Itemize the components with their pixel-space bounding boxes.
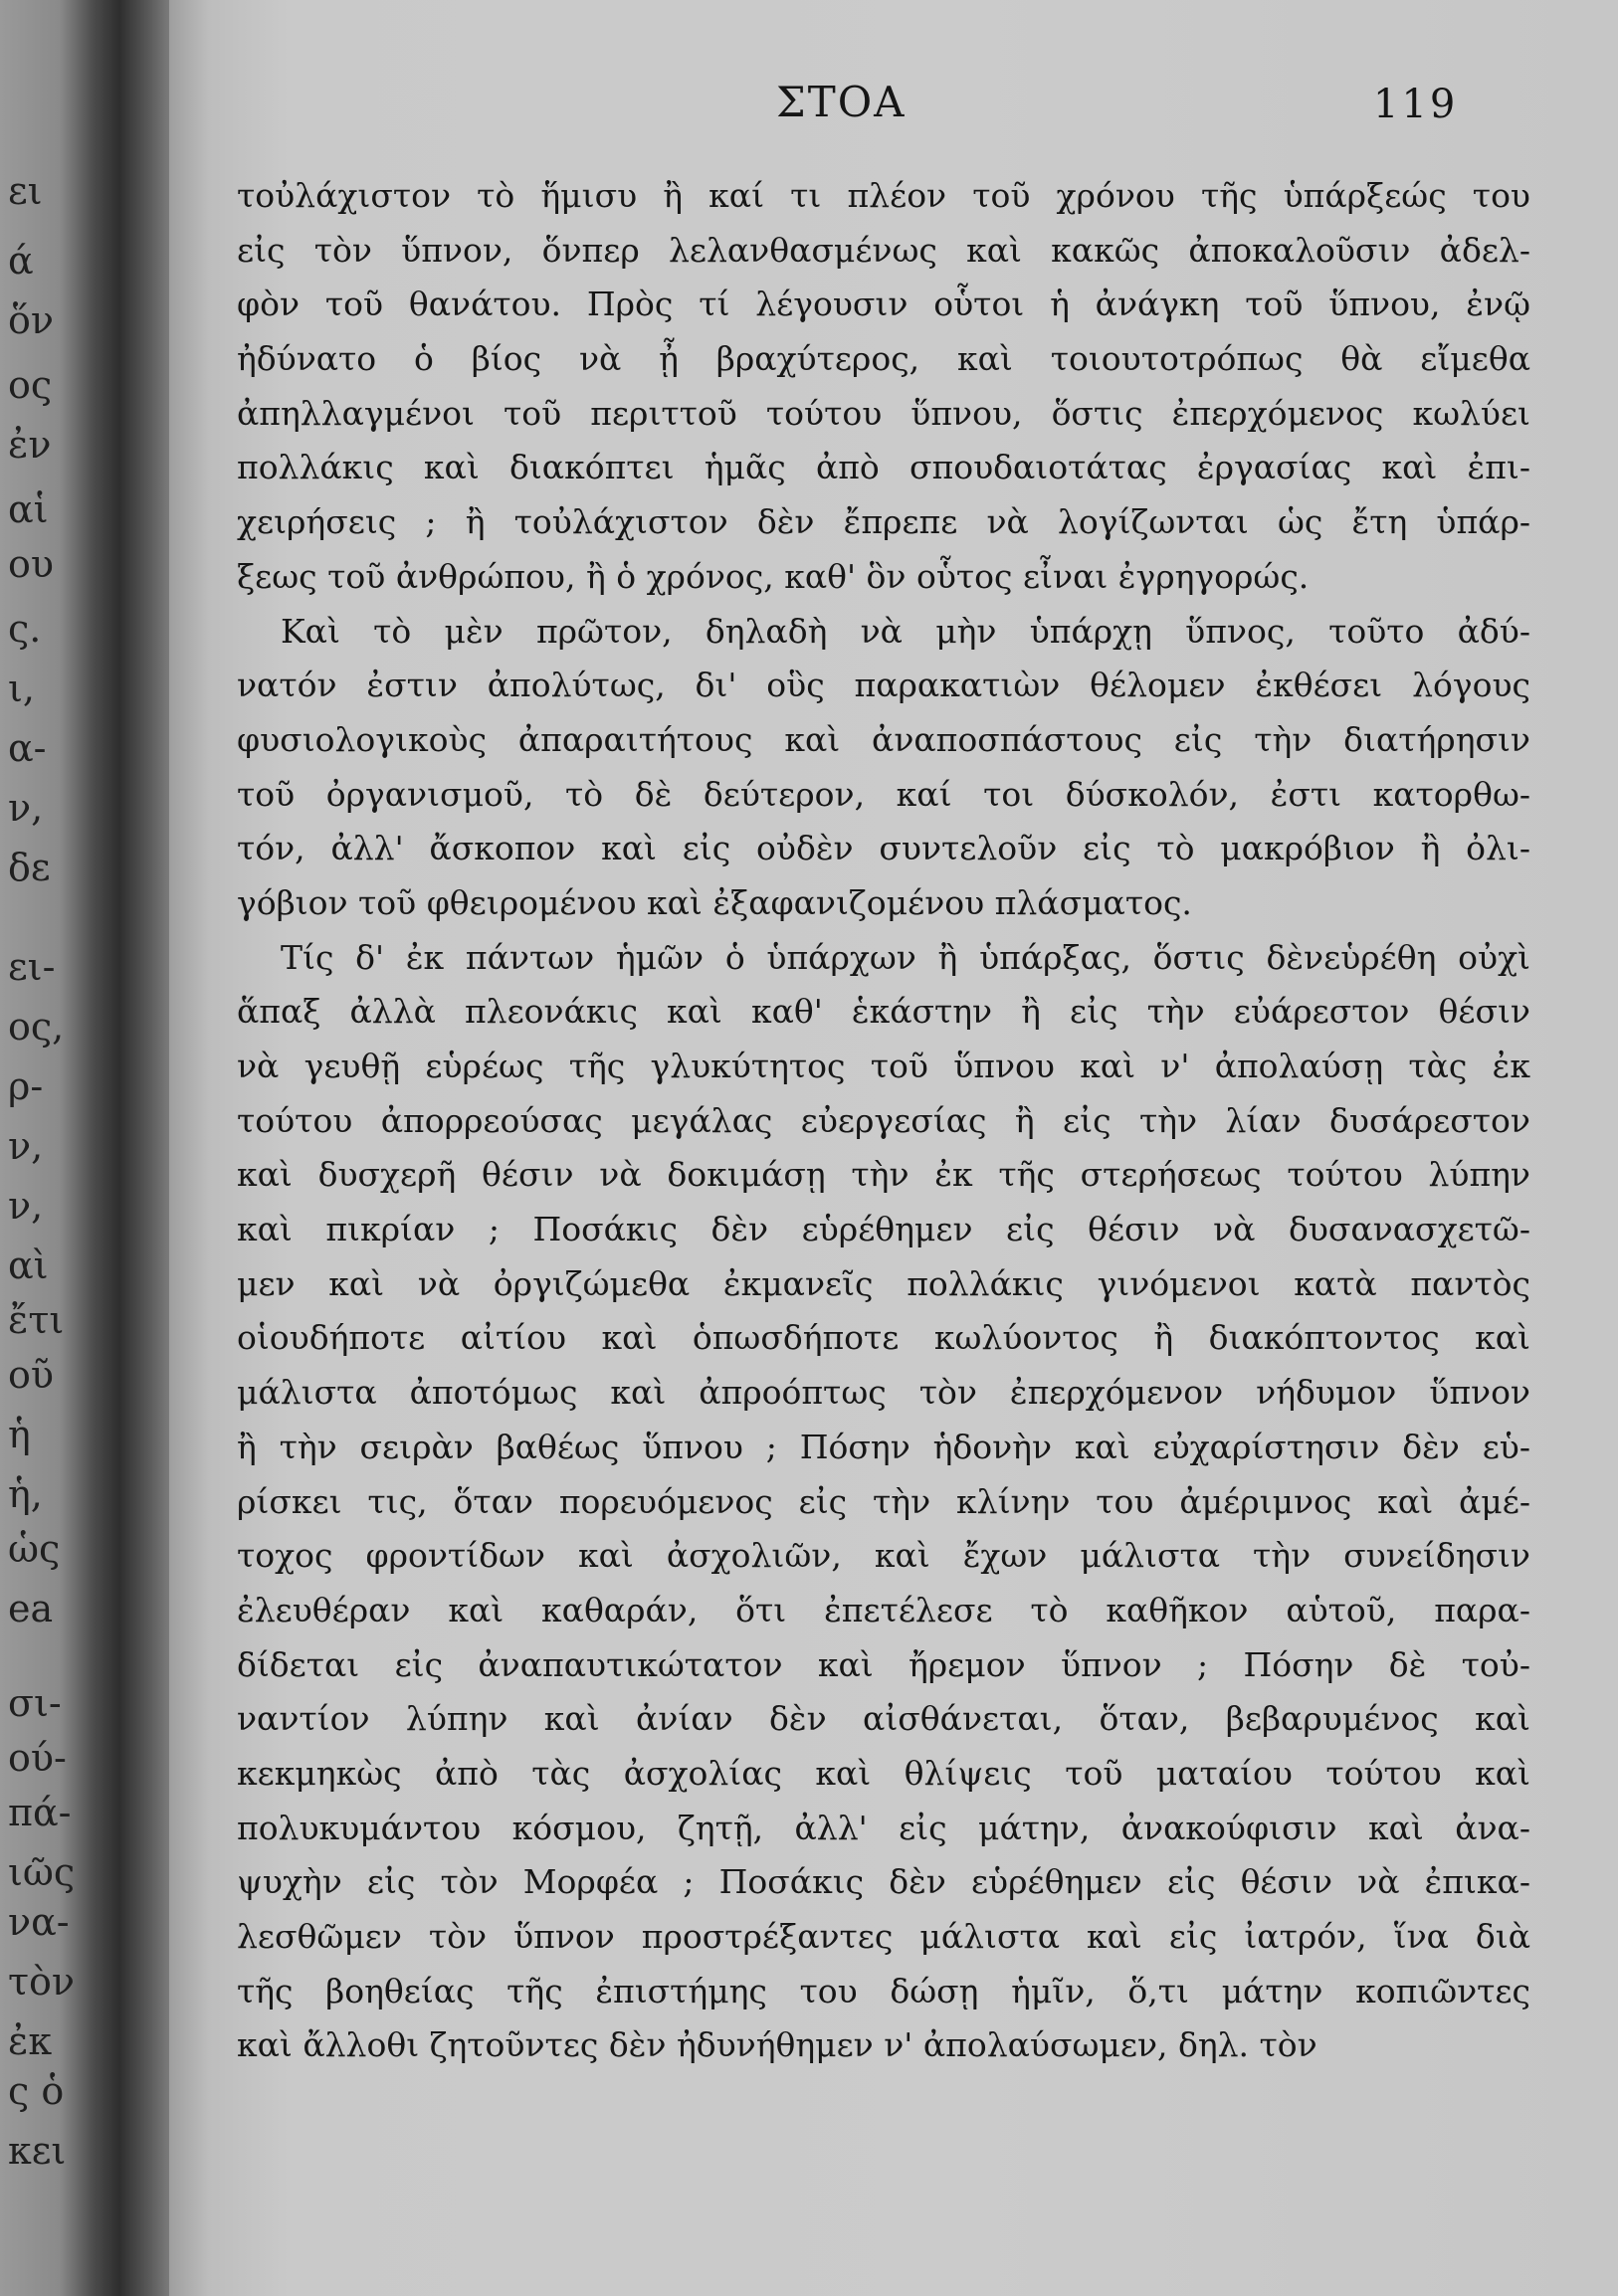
facing-page-fragment: σι- bbox=[8, 1681, 62, 1725]
facing-page-fragment: αἱ bbox=[8, 487, 49, 531]
facing-page-fragment: δε bbox=[8, 846, 51, 889]
facing-page-fragment: ν, bbox=[8, 1184, 44, 1228]
text-line: ἅπαξ ἀλλὰ πλεονάκις καὶ καθ' ἑκάστην ἢ εἰς τὴν εὐάρεστον θέσιν bbox=[237, 992, 1530, 1032]
facing-page-fragment: ἐν bbox=[8, 423, 52, 467]
facing-page-fragment: ν, bbox=[8, 786, 44, 830]
text-line: Καὶ τὸ μὲν πρῶτον, δηλαδὴ νὰ μὴν ὑπάρχῃ ὕπνος, τοῦτο ἀδύ- bbox=[281, 611, 1530, 651]
text-line: τοῦ ὀργανισμοῦ, τὸ δὲ δεύτερον, καί τοι δύσκολόν, ἐστι κατορθω- bbox=[237, 774, 1530, 814]
facing-page-fragment: ά bbox=[8, 239, 34, 283]
facing-page-fragment: ἡ bbox=[8, 1413, 31, 1456]
text-line: ρίσκει τις, ὅταν πορευόμενος εἰς τὴν κλίνην του ἀμέριμνος καὶ ἀμέ- bbox=[237, 1481, 1530, 1521]
text-line: μάλιστα ἀποτόμως καὶ ἀπροόπτως τὸν ἐπερχόμενον νήδυμον ὕπνον bbox=[237, 1373, 1530, 1413]
text-line: οἱουδήποτε αἰτίου καὶ ὁπωσδήποτε κωλύοντος ἢ διακόπτοντος καὶ bbox=[237, 1318, 1530, 1358]
facing-page-fragment: ου bbox=[8, 542, 54, 586]
facing-page-fragment: ἐκ bbox=[8, 2019, 53, 2063]
text-line: νατόν ἐστιν ἀπολύτως, δι' οὓς παρακατιὼν θέλομεν ἐκθέσει λόγους bbox=[237, 666, 1530, 705]
text-line: ἀπηλλαγμένοι τοῦ περιττοῦ τούτου ὕπνου, ὅστις ἐπερχόμενος κωλύει bbox=[237, 393, 1530, 433]
facing-page-fragment: α- bbox=[8, 726, 47, 770]
text-line: εἰς τὸν ὕπνον, ὅνπερ λελανθασμένως καὶ κακῶς ἀποκαλοῦσιν ἀδελ- bbox=[237, 230, 1530, 270]
text-line: τῆς βοηθείας τῆς ἐπιστήμης του δώσῃ ἡμῖν, ὅ,τι μάτην κοπιῶντες bbox=[237, 1971, 1530, 2010]
page-number: 119 bbox=[1373, 82, 1459, 127]
facing-page-fragment: ρ- bbox=[8, 1064, 44, 1108]
text-line: πολλάκις καὶ διακόπτει ἡμᾶς ἀπὸ σπουδαιοτάτας ἐργασίας καὶ ἐπι- bbox=[237, 448, 1530, 487]
text-line: δίδεται εἰς ἀναπαυτικώτατον καὶ ἤρεμον ὕπνον ; Πόσην δὲ τοὐ- bbox=[237, 1644, 1530, 1684]
facing-page-fragment: ὅν bbox=[8, 298, 54, 342]
facing-page-fragment: ὡς bbox=[8, 1527, 61, 1571]
text-line: φὸν τοῦ θανάτου. Πρὸς τί λέγουσιν οὗτοι ἡ ἀνάγκη τοῦ ὕπνου, ἐνῷ bbox=[237, 285, 1530, 324]
text-line: φυσιολογικοὺς ἀπαραιτήτους καὶ ἀναποσπάστους εἰς τὴν διατήρησιν bbox=[237, 719, 1530, 759]
text-line: ἠδύνατο ὁ βίος νὰ ᾖ βραχύτερος, καὶ τοιουτοτρόπως θὰ εἴμεθα bbox=[237, 339, 1530, 379]
book-page bbox=[169, 0, 1618, 2296]
facing-page-fragment: ει bbox=[8, 169, 43, 213]
text-line: τοχος φροντίδων καὶ ἀσχολιῶν, καὶ ἔχων μάλιστα τὴν συνείδησιν bbox=[237, 1536, 1530, 1576]
text-line: καὶ δυσχερῆ θέσιν νὰ δοκιμάσῃ τὴν ἐκ τῆς στερήσεως τούτου λύπην bbox=[237, 1155, 1530, 1195]
facing-page-fragment: κει bbox=[8, 2129, 67, 2173]
running-title: ΣΤΟΑ bbox=[776, 78, 907, 126]
text-line: λεσθῶμεν τὸν ὕπνον προστρέξαντες μάλιστα καὶ εἰς ἰατρόν, ἵνα διὰ bbox=[237, 1917, 1530, 1956]
text-line: χειρήσεις ; ἢ τοὐλάχιστον δὲν ἔπρεπε νὰ λογίζωνται ὡς ἔτη ὑπάρ- bbox=[237, 502, 1530, 542]
text-line: τόν, ἀλλ' ἄσκοπον καὶ εἰς οὐδὲν συντελοῦν εἰς τὸ μακρόβιον ἢ ὀλι- bbox=[237, 829, 1530, 868]
facing-page-fragment: πά- bbox=[8, 1791, 72, 1834]
text-line: ἐλευθέραν καὶ καθαράν, ὅτι ἐπετέλεσε τὸ καθῆκον αὑτοῦ, παρα- bbox=[237, 1590, 1530, 1629]
facing-page-fragment: ἡ, bbox=[8, 1472, 43, 1516]
text-line: ψυχὴν εἰς τὸν Μορφέα ; Ποσάκις δὲν εὑρέθημεν εἰς θέσιν νὰ ἐπικα- bbox=[237, 1862, 1530, 1902]
facing-page-fragment: ος bbox=[8, 363, 53, 407]
facing-page-fragment: ea bbox=[8, 1587, 54, 1630]
text-line: πολυκυμάντου κόσμου, ζητῇ, ἀλλ' εἰς μάτην, ἀνακούφισιν καὶ ἀνα- bbox=[237, 1808, 1530, 1847]
facing-page-fragment: ν, bbox=[8, 1124, 44, 1168]
facing-page-fragment: αὶ bbox=[8, 1244, 49, 1287]
facing-page-fragment: ς ὁ bbox=[8, 2069, 65, 2113]
facing-page-fragment: ι, bbox=[8, 667, 35, 710]
facing-page-fragment: ς. bbox=[8, 607, 42, 651]
body-text bbox=[237, 169, 1530, 2073]
facing-page-fragment: ει- bbox=[8, 945, 56, 989]
text-line: τοὐλάχιστον τὸ ἥμισυ ἢ καί τι πλέον τοῦ χρόνου τῆς ὑπάρξεώς του bbox=[237, 176, 1530, 215]
text-line: κεκμηκὼς ἀπὸ τὰς ἀσχολίας καὶ θλίψεις τοῦ ματαίου τούτου καὶ bbox=[237, 1753, 1530, 1793]
facing-page-fragment: τὸν bbox=[8, 1960, 76, 2004]
facing-page-fragment: ἔτι bbox=[8, 1298, 65, 1342]
text-line: Τίς δ' ἐκ πάντων ἡμῶν ὁ ὑπάρχων ἢ ὑπάρξας, ὅστις δὲνεὑρέθη οὐχὶ bbox=[281, 937, 1530, 977]
text-line: καὶ πικρίαν ; Ποσάκις δὲν εὑρέθημεν εἰς θέσιν νὰ δυσανασχετῶ- bbox=[237, 1210, 1530, 1249]
facing-page-fragment: οῦ bbox=[8, 1353, 54, 1397]
text-line: καὶ ἄλλοθι ζητοῦντες δὲν ἠδυνήθημεν ν' ἀπολαύσωμεν, δηλ. τὸν bbox=[237, 2025, 1317, 2065]
facing-page-fragments bbox=[0, 0, 80, 2296]
facing-page-fragment: ού- bbox=[8, 1736, 67, 1780]
facing-page-fragment: ιῶς bbox=[8, 1850, 76, 1894]
text-line: τούτου ἀπορρεούσας μεγάλας εὐεργεσίας ἢ εἰς τὴν λίαν δυσάρεστον bbox=[237, 1100, 1530, 1140]
facing-page-fragment: να- bbox=[8, 1900, 70, 1944]
page-header bbox=[169, 78, 1618, 137]
text-line: μεν καὶ νὰ ὀργιζώμεθα ἐκμανεῖς πολλάκις γινόμενοι κατὰ παντὸς bbox=[237, 1263, 1530, 1303]
text-line: ἢ τὴν σειρὰν βαθέως ὕπνου ; Πόσην ἡδονὴν καὶ εὐχαρίστησιν δὲν εὑ- bbox=[237, 1427, 1530, 1466]
text-line: ξεως τοῦ ἀνθρώπου, ἢ ὁ χρόνος, καθ' ὃν οὗτος εἶναι ἐγρηγορώς. bbox=[237, 556, 1310, 596]
facing-page-fragment: ος, bbox=[8, 1005, 65, 1049]
text-line: ναντίον λύπην καὶ ἀνίαν δὲν αἰσθάνεται, ὅταν, βεβαρυμένος καὶ bbox=[237, 1699, 1530, 1739]
text-line: νὰ γευθῇ εὑρέως τῆς γλυκύτητος τοῦ ὕπνου καὶ ν' ἀπολαύσῃ τὰς ἐκ bbox=[237, 1047, 1530, 1085]
text-line: γόβιον τοῦ φθειρομένου καὶ ἐξαφανιζομένου πλάσματος. bbox=[237, 882, 1192, 922]
